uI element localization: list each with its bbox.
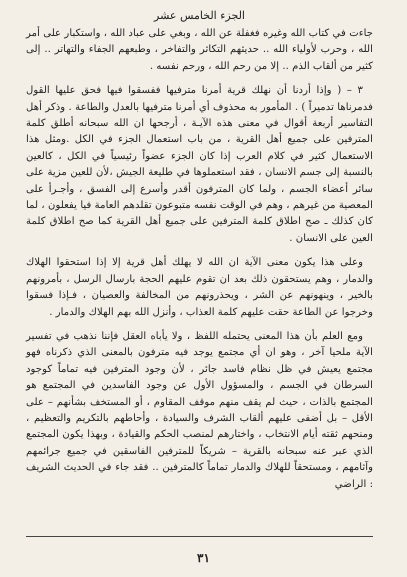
paragraph-1: جاءت في كتاب الله وغيره فغفلة عن الله ، وبغي على عباد الله ، واستكبار على أمر الله ، وحرب لأولياء الله .. حديثهم التكاثر والتفاخر ، وطبعهم الجفاء والتهاتر .. إلى كثير من ألقاب الذم .. إلا من رحم الله ، ورحم نفسه . xyxy=(26,28,373,72)
paragraph-3: وعلى هذا يكون معنى الآية ان الله لا يهلك أهل قرية إلا إذا استحقوا الهلاك والدمار ، وهم يستحقون ذلك بعد ان تقوم عليهم الحجة بارسال الرسل ، بأمرونهم بالخير ، وينهونهم عن الشر ، ويحذرونهم من المخالفة والعصيان ، فـإذا فسقوا وخرجوا عن الطاعة حقت عليهم كلمة العذاب ، وأنزل الله بهم الهلاك والدمار . xyxy=(26,257,373,318)
running-header: الجزء الخامس عشر xyxy=(154,9,245,22)
page-number: ٣١ xyxy=(197,551,210,565)
paragraph-2: ٣ – ( وإذا أردنا أن نهلك قرية أمرنا مترفيها ففسقوا فيها فحق عليها القول فدمرناها تدميراً ) . المأمور به محذوف أي أمرنا مترفيها بالعدل والطاعة . وذكر أهل التفاسير أربعة أقوال في معنى هذه الآيـة ، أرجحها ان الله سبحانه أطلق كلمة المترفين على جميع أهل القرية ، من باب استعمال الجزء في الكل .ومثل هذا الاستعمال كثير في كلام العرب إذا كان الجزء عضواً رئيسياً في الكل ، كالعين بالنسبة إلى جسم الانسان ، فقد استعملوها في طليعة الجيش ،لأن للعين مزية على سائر أعضاء الجسم ، ولما كان المترفون أقدر وأسرع إلى الفسق ، وأجـرأ على المعصية من غيرهم ، وهم في الوقت نفسه متبوعون تقلدهم العامة فيا يفعلون ، لما كان كذلك ـ صح اطلاق كلمة المترفين على جميع أهل القرية كما صح اطلاق كلمة العين على الانسان . xyxy=(26,85,373,244)
paragraph-4: ومع العلم بأن هذا المعنى يحتمله اللفظ ، ولا يأباه العقل فإننا نذهب في تفسير الآية ملحيا آخر ، وهو ان أي مجتمع يوجد فيه مترفون بالمعنى الذي ذكرناه فهو مجتمع يعيش في ظل نظام فاسد جائر ، لأن وجود المترفين فيه تماماً كوجود السرطان في الجسم ، والمسؤول الأول عن وجود الفاسدين في المجتمع هو المجتمع بالذات ، حيث لم يقف منهم موقف المقاوم ، أو المستخف بشأنهم – على الأقل – بل أضفى عليهم ألقاب الشرف والسيادة ، وأحاطهم بالتكريم والتعظيم ، ومنحهم ثقته أيام الانتخاب ، واختارهم لمنصب الحكم والقيادة ، وبهذا يكون المجتمع الذي عبر عنه سبحانه بالقرية – شريكاً للمترفين الفاسقين في جميع جرائمهم وآثامهم ، ومستحقاً للهلاك والدمار تماماً كالمترفين .. فقد جاء في الحديث الشريف : الراضي xyxy=(26,330,373,490)
footer-rule xyxy=(26,536,373,537)
